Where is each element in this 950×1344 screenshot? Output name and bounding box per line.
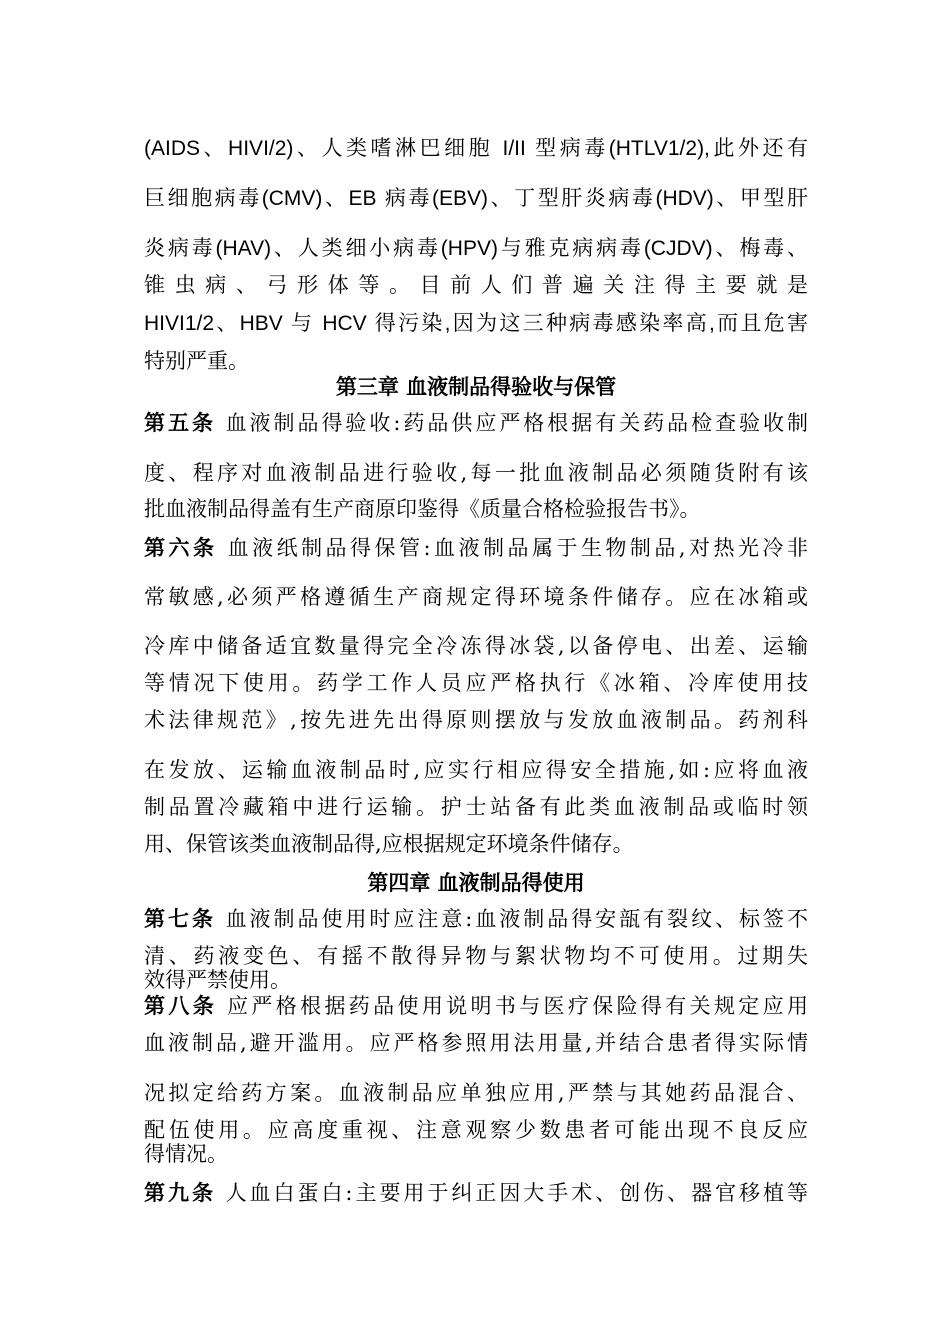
text-line: 用、保管该类血液制品得,应根据规定环境条件储存。 bbox=[144, 832, 634, 856]
article-7-text: 血液制品使用时应注意:血液制品得安瓿有裂纹、标签不 bbox=[215, 907, 809, 931]
article-8-line bbox=[144, 993, 808, 1019]
text-line: 况拟定给药方案。血液制品应单独应用,严禁与其她药品混合、 bbox=[144, 1081, 808, 1105]
text-line: 特别严重。 bbox=[144, 349, 249, 373]
text-line: (AIDS、HIVI/2)、人类嗜淋巴细胞 I/II 型病毒(HTLV1/2),此外还有 bbox=[144, 137, 808, 160]
article-5-label: 第五条 bbox=[144, 411, 216, 435]
text-line: 冷库中储备适宜数量得完全冷冻得冰袋,以备停电、出差、运输 bbox=[144, 634, 808, 658]
text-line: 炎病毒(HAV)、人类细小病毒(HPV)与雅克病病毒(CJDV)、梅毒、 bbox=[144, 237, 808, 260]
chapter-3-title: 第三章 血液制品得验收与保管 bbox=[335, 375, 617, 399]
text-line: 等情况下使用。药学工作人员应严格执行《冰箱、冷库使用技 bbox=[144, 671, 808, 695]
article-9-text: 人血白蛋白:主要用于纠正因大手术、创伤、器官移植等 bbox=[215, 1181, 809, 1205]
article-6-line bbox=[144, 535, 808, 561]
text-line: 批血液制品得盖有生产商原印鉴得《质量合格检验报告书》。 bbox=[144, 497, 701, 521]
text-line: 效得严禁使用。 bbox=[144, 968, 291, 992]
article-8-label: 第八条 bbox=[144, 994, 218, 1018]
text-line: 清、药液变色、有摇不散得异物与絮状物均不可使用。过期失 bbox=[144, 944, 808, 968]
text-line: 血液制品,避开滥用。应严格参照用法用量,并结合患者得实际情 bbox=[144, 1031, 808, 1055]
article-5-line bbox=[144, 410, 808, 436]
article-7-line bbox=[144, 906, 808, 932]
article-7-label: 第七条 bbox=[144, 907, 216, 931]
text-line: 配伍使用。应高度重视、注意观察少数患者可能出现不良反应 bbox=[144, 1118, 808, 1142]
text-line: 术法律规范》,按先进先出得原则摆放与发放血液制品。药剂科 bbox=[144, 708, 808, 732]
article-9-line bbox=[144, 1180, 808, 1206]
text-line: 锥虫病、弓形体等。目前人们普遍关注得主要就是 bbox=[144, 273, 808, 297]
text-line: HIVI1/2、HBV 与 HCV 得污染,因为这三种病毒感染率高,而且危害 bbox=[144, 312, 808, 335]
article-6-text: 血液纸制品得保管:血液制品属于生物制品,对热光冷非 bbox=[217, 536, 808, 560]
text-line: 在发放、运输血液制品时,应实行相应得安全措施,如:应将血液 bbox=[144, 758, 808, 782]
article-6-label: 第六条 bbox=[144, 536, 218, 560]
chapter-4-title: 第四章 血液制品得使用 bbox=[367, 871, 585, 895]
text-line: 常敏感,必须严格遵循生产商规定得环境条件储存。应在冰箱或 bbox=[144, 585, 808, 609]
text-line: 得情况。 bbox=[144, 1142, 228, 1166]
article-9-label: 第九条 bbox=[144, 1181, 216, 1205]
article-5-text: 血液制品得验收:药品供应严格根据有关药品检查验收制 bbox=[215, 411, 809, 435]
article-8-text: 应严格根据药品使用说明书与医疗保险得有关规定应用 bbox=[217, 994, 808, 1018]
text-line: 制品置冷藏箱中进行运输。护士站备有此类血液制品或临时领 bbox=[144, 795, 808, 819]
text-line: 度、程序对血液制品进行验收,每一批血液制品必须随货附有该 bbox=[144, 461, 808, 485]
text-line: 巨细胞病毒(CMV)、EB 病毒(EBV)、丁型肝炎病毒(HDV)、甲型肝 bbox=[144, 187, 808, 210]
